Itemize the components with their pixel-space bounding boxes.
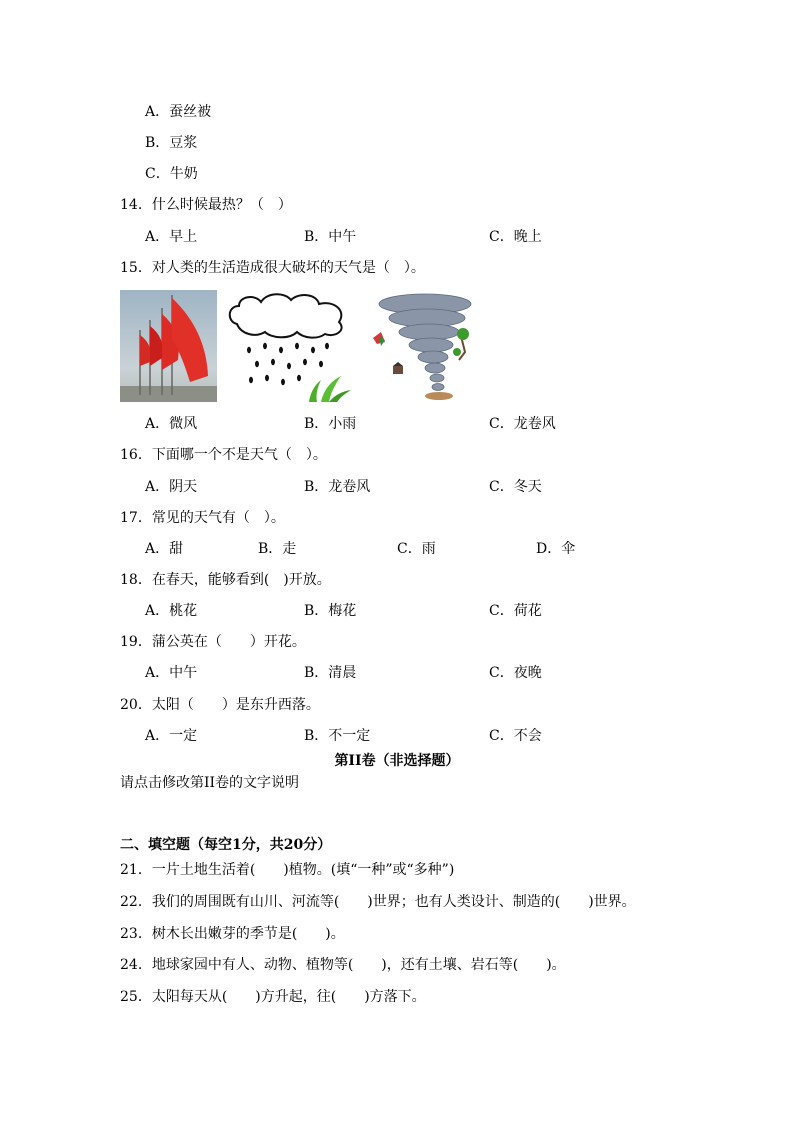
q19-stem: 19．蒲公英在（ ）开花。	[120, 634, 306, 650]
part2-title: 第II卷（非选择题）	[334, 753, 460, 769]
q18-option-b: B．梅花	[304, 603, 357, 619]
q16-option-c: C．冬天	[489, 479, 542, 495]
q15-option-c: C．龙卷风	[489, 416, 556, 432]
q20-option-c: C．不会	[489, 728, 542, 744]
section2-title: 二、填空题（每空1分，共20分）	[120, 837, 332, 853]
q19-option-b: B．清晨	[304, 665, 357, 681]
q13-option-b: B．豆浆	[145, 135, 198, 151]
q20-stem: 20．太阳（ ）是东升西落。	[120, 697, 320, 713]
q17-stem: 17．常见的天气有（ ）。	[120, 510, 285, 526]
q22-stem: 22．我们的周围既有山川、河流等( )世界；也有人类设计、制造的( )世界。	[120, 894, 636, 910]
q14-option-c: C．晚上	[489, 229, 542, 245]
q17-option-c: C．雨	[397, 541, 436, 557]
q23-stem: 23．树木长出嫩芽的季节是( )。	[120, 926, 345, 942]
q25-stem: 25．太阳每天从( )方升起，往( )方落下。	[120, 989, 426, 1005]
q20-option-b: B．不一定	[304, 728, 371, 744]
q16-option-b: B．龙卷风	[304, 479, 371, 495]
part2-note: 请点击修改第II卷的文字说明	[120, 775, 300, 791]
breeze-flags-image	[120, 290, 217, 402]
q15-option-a: A．微风	[145, 416, 198, 432]
q16-option-a: A．阴天	[145, 479, 198, 495]
q13-option-a: A．蚕丝被	[145, 104, 212, 120]
q18-option-c: C．荷花	[489, 603, 542, 619]
q16-stem: 16．下面哪一个不是天气（ ）。	[120, 447, 327, 463]
q17-option-a: A．甜	[145, 541, 184, 557]
q14-option-b: B．中午	[304, 229, 357, 245]
light-rain-image	[225, 292, 353, 402]
q14-option-a: A．早上	[145, 229, 198, 245]
q17-option-d: D．伞	[536, 541, 576, 557]
q24-stem: 24．地球家园中有人、动物、植物等( )，还有土壤、岩石等( )。	[120, 957, 566, 973]
q15-option-b: B．小雨	[304, 416, 357, 432]
q21-stem: 21．一片土地生活着( )植物。(填“一种”或“多种”)	[120, 862, 455, 878]
q19-option-c: C．夜晚	[489, 665, 542, 681]
q17-option-b: B．走	[258, 541, 297, 557]
q14-stem: 14．什么时候最热？（ ）	[120, 197, 292, 213]
q18-option-a: A．桃花	[145, 603, 198, 619]
q20-option-a: A．一定	[145, 728, 198, 744]
q13-option-c: C．牛奶	[145, 166, 198, 182]
q15-stem: 15．对人类的生活造成很大破坏的天气是（ ）。	[120, 260, 425, 276]
q18-stem: 18．在春天，能够看到( )开放。	[120, 572, 331, 588]
q19-option-a: A．中午	[145, 665, 198, 681]
tornado-image	[365, 290, 480, 402]
